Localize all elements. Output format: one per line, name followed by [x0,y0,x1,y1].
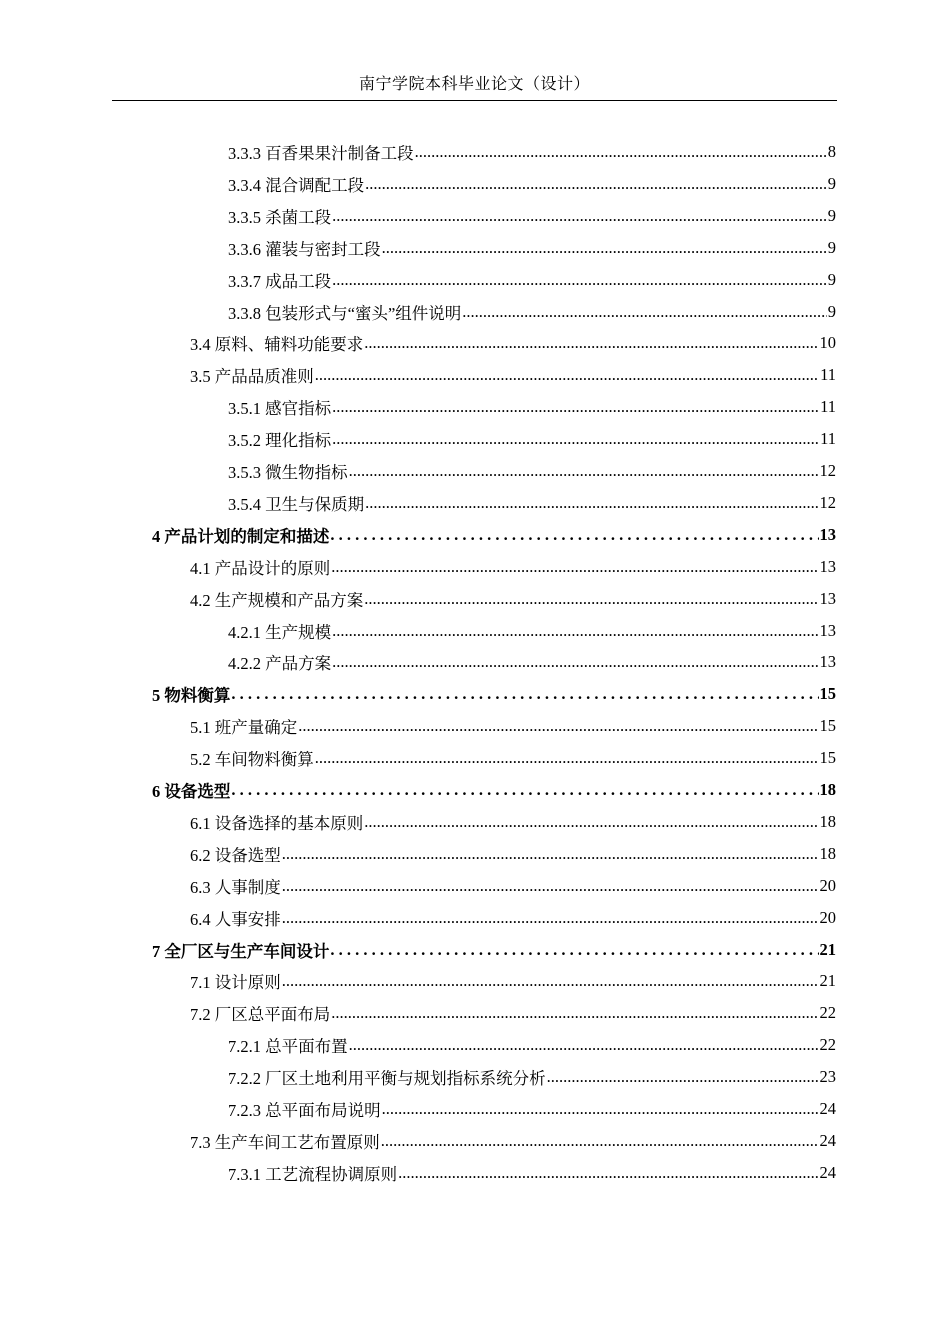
toc-page-number: 10 [819,333,836,353]
toc-entry-title: 4.1 产品设计的原则 [190,558,331,578]
toc-dot-leader [315,365,819,385]
toc-dot-leader [349,461,819,481]
toc-page-number: 20 [819,875,836,895]
toc-entry-title: 7.2.1 总平面布置 [228,1037,348,1057]
toc-dot-leader [332,621,818,641]
toc-page-number: 21 [819,939,836,959]
toc-entry-title: 7.2.2 厂区土地利用平衡与规划指标系统分析 [228,1069,546,1089]
page-header-title: 南宁学院本科毕业论文（设计） [358,76,590,93]
toc-dot-leader [382,238,827,258]
toc-entry[interactable] [190,1125,836,1157]
toc-entry[interactable] [228,1061,836,1093]
toc-entry[interactable] [228,168,836,200]
toc-dot-leader [332,397,819,417]
toc-entry[interactable] [190,551,836,583]
toc-dot-leader [415,142,827,162]
toc-entry[interactable] [190,583,836,615]
toc-entry[interactable] [228,1157,836,1189]
toc-dot-leader [364,589,818,609]
toc-entry-title: 3.5.1 感官指标 [228,399,332,419]
toc-dot-leader [381,1131,819,1151]
toc-entry[interactable] [228,232,836,264]
toc-entry-title: 4.2.2 产品方案 [228,654,332,674]
toc-dot-leader [462,302,826,322]
toc-entry[interactable] [190,742,836,774]
toc-page-number: 22 [819,1003,836,1023]
toc-entry[interactable] [152,678,836,710]
toc-dot-leader [332,270,827,290]
toc-entry[interactable] [190,806,836,838]
toc-entry[interactable] [190,870,836,902]
toc-page-number: 18 [819,811,836,831]
toc-page-number: 22 [819,1035,836,1055]
toc-page-number: 15 [819,716,836,736]
toc-page-number: 9 [827,269,836,289]
toc-dot-leader [398,1163,818,1183]
toc-page-number: 13 [819,620,836,640]
toc-entry[interactable] [228,1093,836,1125]
toc-dot-leader [365,174,827,194]
toc-entry-title: 4 产品计划的制定和描述 [152,526,330,546]
toc-entry-title: 3.3.7 成品工段 [228,271,332,291]
toc-page-number: 18 [819,780,836,799]
toc-entry[interactable] [190,997,836,1029]
toc-entry[interactable] [190,838,836,870]
toc-dot-leader [282,876,819,896]
toc-entry-title: 7.2 厂区总平面布局 [190,1005,331,1025]
toc-entry[interactable] [228,264,836,296]
toc-page-number: 18 [819,843,836,863]
header-rule [112,100,837,101]
toc-dot-leader [365,493,818,513]
toc-entry-title: 6.4 人事安排 [190,909,281,929]
toc-page-number: 15 [819,748,836,768]
toc-entry-title: 7.1 设计原则 [190,973,281,993]
toc-entry-title: 5 物料衡算 [152,686,231,706]
toc-entry[interactable] [228,487,836,519]
toc-page-number: 11 [820,429,836,449]
toc-dot-leader [231,780,818,800]
toc-dot-leader [364,333,818,353]
toc-entry-title: 7.2.3 总平面布局说明 [228,1101,381,1120]
toc-page-number: 24 [819,1162,836,1182]
toc-entry-title: 3.5.2 理化指标 [228,431,332,451]
toc-entry-title: 6 设备选型 [152,782,231,801]
toc-entry[interactable] [190,359,836,391]
toc-page-number: 13 [819,652,836,672]
toc-entry[interactable] [228,200,836,232]
toc-entry[interactable] [228,296,836,328]
toc-entry[interactable] [228,646,836,678]
toc-entry[interactable] [152,934,836,966]
toc-dot-leader [331,557,818,577]
toc-dot-leader [282,971,819,991]
toc-page-number: 20 [819,907,836,927]
toc-entry-title: 7 全厂区与生产车间设计 [152,941,330,961]
toc-page-number: 11 [820,365,836,385]
toc-entry[interactable] [228,136,836,168]
toc-page-number: 13 [819,588,836,608]
toc-entry-title: 6.1 设备选择的基本原则 [190,813,364,833]
toc-entry-title: 3.3.5 杀菌工段 [228,207,332,227]
toc-page-number: 21 [819,971,836,991]
toc-entry[interactable] [152,519,836,551]
toc-entry-title: 6.2 设备选型 [190,845,281,865]
toc-page-number: 15 [819,684,836,704]
toc-entry[interactable] [152,774,836,806]
toc-dot-leader [331,1003,818,1023]
toc-page-number: 9 [827,173,836,193]
toc-dot-leader [315,748,819,768]
toc-dot-leader [231,684,818,704]
toc-page-number: 8 [827,142,836,161]
toc-page-number: 9 [827,237,836,257]
toc-entry-title: 3.3.8 包装形式与“蜜头”组件说明 [228,303,462,323]
toc-entry-title: 5.1 班产量确定 [190,718,298,738]
toc-page-number: 9 [827,205,836,225]
toc-entry-title: 3.5 产品品质准则 [190,367,314,387]
toc-page-number: 11 [820,397,836,417]
toc-entry[interactable] [228,455,836,487]
toc-entry-title: 5.2 车间物料衡算 [190,750,314,770]
toc-dot-leader [332,652,818,672]
toc-dot-leader [330,525,818,545]
toc-entry-title: 3.3.6 灌装与密封工段 [228,239,381,259]
toc-page-number: 12 [819,461,836,480]
toc-dot-leader [332,206,827,226]
toc-entry[interactable] [190,965,836,997]
toc-page-number: 24 [819,1130,836,1150]
toc-entry[interactable] [228,1029,836,1061]
toc-dot-leader [282,844,819,864]
toc-dot-leader [364,812,818,832]
toc-page-number: 13 [819,556,836,576]
toc-page-number: 12 [819,492,836,512]
toc-entry-title: 3.4 原料、辅料功能要求 [190,335,364,355]
toc-entry-title: 6.3 人事制度 [190,877,281,897]
toc-entry-title: 7.3.1 工艺流程协调原则 [228,1164,398,1184]
toc-entry[interactable] [228,423,836,455]
toc-dot-leader [332,429,819,449]
toc-entry[interactable] [190,902,836,934]
toc-entry[interactable] [190,327,836,359]
toc-dot-leader [349,1035,819,1055]
toc-dot-leader [330,940,818,960]
toc-page-number: 13 [819,524,836,544]
toc-entry[interactable] [190,710,836,742]
toc-dot-leader [382,1099,819,1119]
toc-entry-title: 7.3 生产车间工艺布置原则 [190,1132,380,1152]
toc-entry-title: 3.3.3 百香果果汁制备工段 [228,144,414,163]
toc-entry[interactable] [228,391,836,423]
toc-entry-title: 3.5.3 微生物指标 [228,463,348,482]
toc-entry-title: 4.2 生产规模和产品方案 [190,590,364,610]
toc-page-number: 24 [819,1099,836,1118]
toc-entry-title: 4.2.1 生产规模 [228,622,332,642]
toc-entry[interactable] [228,615,836,647]
toc-page-number: 23 [819,1067,836,1087]
toc-dot-leader [547,1067,819,1087]
toc-dot-leader [298,716,818,736]
toc-entry-title: 3.5.4 卫生与保质期 [228,494,365,514]
toc-page-number: 9 [827,301,836,321]
toc-entry-title: 3.3.4 混合调配工段 [228,175,365,195]
toc-dot-leader [282,908,819,928]
